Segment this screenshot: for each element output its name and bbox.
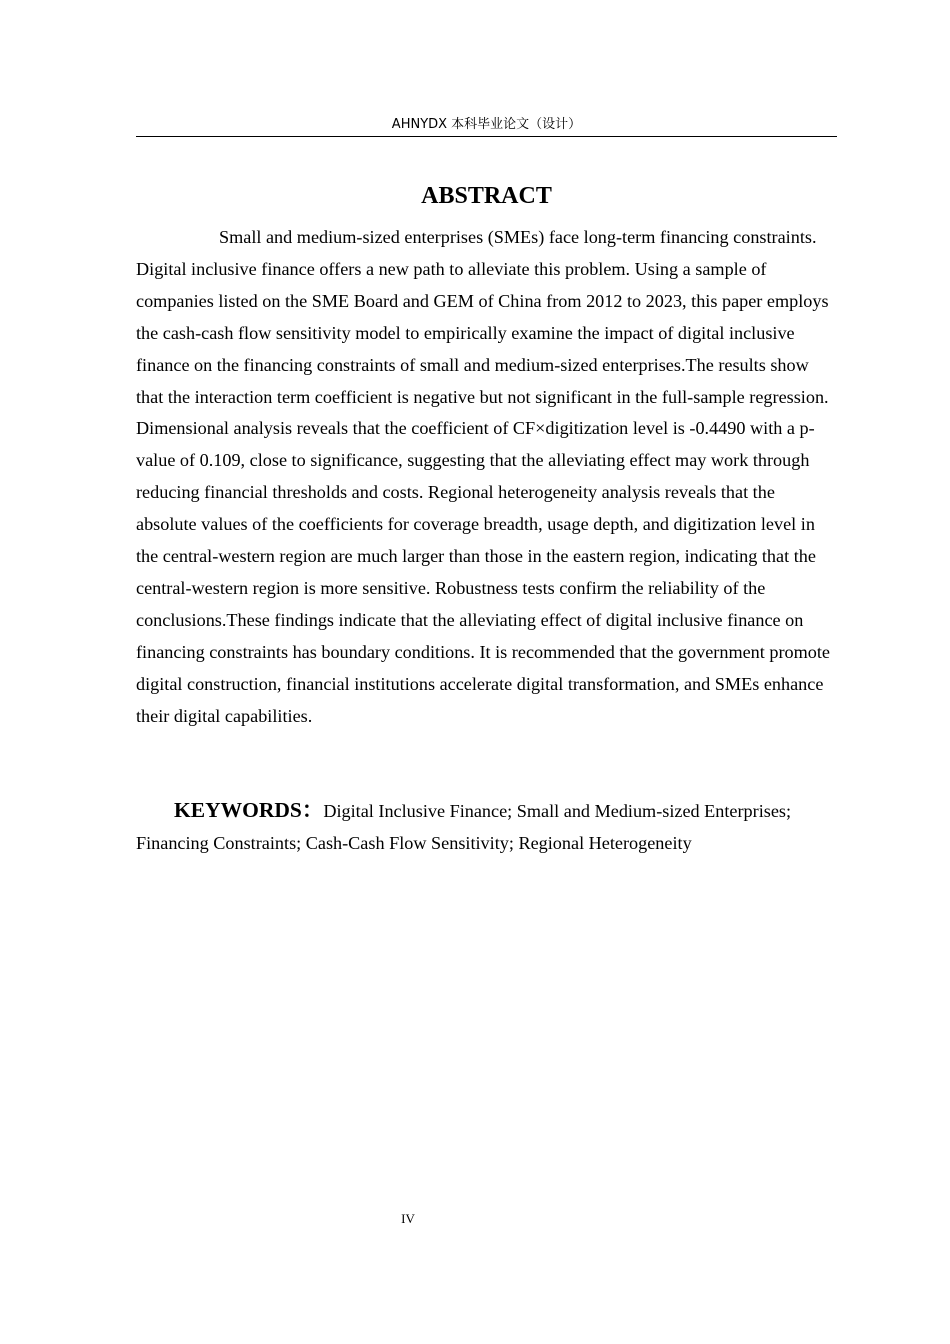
keywords-text: Digital Inclusive Finance; Small and Medium-sized Enterprises; Financing Constraints; Cash-Cash Flow Sensitivity; Regional Heterogeneity — [136, 801, 792, 853]
keywords-label: KEYWORDS： — [174, 798, 324, 822]
page-number: IV — [401, 1211, 415, 1226]
abstract-body: Small and medium-sized enterprises (SMEs) face long-term financing constraints. Digital inclusive finance offers a new path to alleviate this problem. Using a sample of companies listed on the SME Board and GEM of China from 2012 to 2023, this paper employs the cash-cash flow sensitivity model to empirically examine the impact of digital inclusive finance on the financing constraints of small and medium-sized enterprises.The results show that the interaction term coefficient is negative but not significant in the full-sample regression. Dimensional analysis reveals that the coefficient of CF×digitization level is -0.4490 with a p-value of 0.109, close to significance, suggesting that the alleviating effect may work through reducing financial thresholds and costs. Regional heterogeneity analysis reveals that the absolute values of the coefficients for coverage breadth, usage depth, and digitization level in the central-western region are much larger than those in the eastern region, indicating that the central-western region is more sensitive. Robustness tests confirm the reliability of the conclusions.These findings indicate that the alleviating effect of digital inclusive finance on financing constraints has boundary conditions. It is recommended that the government promote digital construction, financial institutions accelerate digital transformation, and SMEs enhance their digital capabilities. — [136, 227, 830, 726]
header-divider — [136, 136, 837, 137]
running-header: AHNYDX 本科毕业论文（设计） — [391, 117, 582, 132]
abstract-title: ABSTRACT — [421, 183, 552, 209]
keywords-paragraph — [136, 795, 837, 860]
